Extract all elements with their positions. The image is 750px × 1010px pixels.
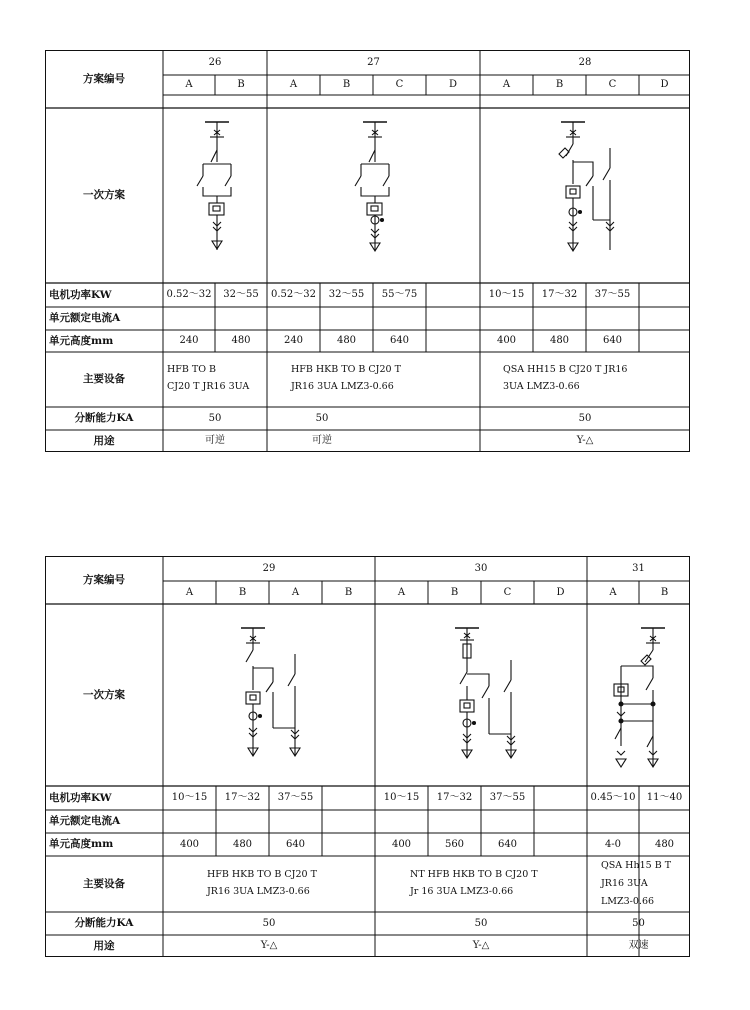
breaking-capacity-value: 50 — [315, 412, 329, 424]
equipment-line: LMZ3-0.66 — [601, 896, 655, 907]
usage-value: Y-△ — [260, 940, 278, 951]
motor-power-value: 37～55 — [594, 289, 631, 300]
equipment-list — [207, 866, 317, 900]
sub-letter: C — [503, 586, 512, 598]
sub-letter: B — [344, 586, 353, 598]
unit-height-value: 640 — [285, 838, 306, 850]
scheme-number: 31 — [632, 562, 645, 574]
sub-letter: A — [291, 586, 300, 598]
breaking-capacity-value: 50 — [578, 412, 592, 424]
sub-letter: A — [609, 586, 617, 598]
motor-power-value: 0.45～10 — [590, 792, 636, 803]
scheme-number: 28 — [578, 56, 592, 68]
equipment-line: HFB HKB TO B CJ20 T — [207, 869, 317, 880]
unit-height-value: 640 — [602, 335, 623, 346]
motor-power-value: 0.52～32 — [166, 289, 212, 300]
motor-power-value: 10～15 — [171, 792, 208, 803]
sub-letter: A — [185, 586, 194, 598]
label-rated-current: 单元额定电流A — [49, 312, 121, 325]
sub-letter: D — [556, 586, 565, 598]
breaking-capacity-value: 50 — [632, 917, 645, 929]
equipment-line: QSA Hh15 B T — [601, 860, 672, 871]
scheme-number: 26 — [208, 56, 222, 68]
motor-power-value: 0.52～32 — [271, 289, 316, 300]
scheme-table-2 — [45, 556, 690, 957]
motor-power-value: 37～55 — [489, 792, 526, 803]
sub-letter: B — [238, 586, 247, 598]
label-main-equipment: 主要设备 — [83, 373, 125, 386]
unit-height-value: 560 — [444, 838, 465, 850]
motor-power-value: 17～32 — [541, 289, 578, 300]
scheme-number: 27 — [367, 56, 380, 68]
sub-letter: B — [342, 79, 351, 90]
label-primary-scheme: 一次方案 — [83, 688, 125, 701]
unit-height-value: 640 — [389, 335, 410, 346]
label-unit-height: 单元高度mm — [49, 838, 114, 851]
breaking-capacity-value: 50 — [262, 917, 276, 929]
label-unit-height: 单元高度mm — [49, 334, 114, 347]
scheme-number: 29 — [262, 562, 276, 574]
equipment-line: HFB HKB TO B CJ20 T — [291, 364, 401, 375]
motor-power-value: 10～15 — [383, 792, 420, 803]
unit-height-value: 400 — [179, 838, 200, 850]
scheme-table-1 — [45, 50, 690, 452]
sub-letter: C — [395, 79, 404, 90]
unit-height-value: 480 — [231, 335, 251, 346]
equipment-line: NT HFB HKB TO B CJ20 T — [410, 869, 538, 880]
motor-power-value: 11～40 — [646, 792, 683, 803]
equipment-list — [291, 361, 401, 395]
unit-height-value: 480 — [232, 838, 253, 850]
sub-letter: B — [660, 586, 669, 598]
label-rated-current: 单元额定电流A — [49, 815, 121, 828]
breaking-capacity-value: 50 — [474, 917, 488, 929]
sub-letter: B — [237, 79, 245, 90]
sub-letter: A — [289, 79, 298, 90]
label-motor-power: 电机功率KW — [49, 288, 112, 301]
circuit-diagram-31 — [614, 628, 665, 767]
usage-value: 可逆 — [205, 435, 225, 446]
label-scheme-no: 方案编号 — [83, 573, 125, 586]
breaking-capacity-value: 50 — [208, 412, 222, 424]
motor-power-value: 55～75 — [381, 289, 418, 300]
sub-letter: D — [448, 79, 458, 90]
sub-letter: B — [555, 79, 564, 90]
equipment-list — [503, 361, 627, 395]
sub-letter: A — [397, 586, 406, 598]
sub-letter: B — [450, 586, 459, 598]
label-scheme-no: 方案编号 — [83, 72, 125, 85]
circuit-diagram-28 — [559, 122, 614, 251]
unit-height-value: 480 — [654, 838, 675, 850]
unit-height-value: 480 — [549, 335, 570, 346]
label-usage: 用途 — [93, 434, 115, 447]
equipment-list — [410, 866, 538, 900]
equipment-line: 3UA LMZ3-0.66 — [503, 381, 580, 392]
label-primary-scheme: 一次方案 — [83, 189, 125, 202]
circuit-diagram-30 — [455, 628, 516, 758]
equipment-list — [601, 857, 671, 911]
label-motor-power: 电机功率KW — [49, 791, 112, 804]
usage-value: Y-△ — [576, 435, 594, 446]
equipment-line: JR16 3UA LMZ3-0.66 — [291, 381, 394, 392]
motor-power-value: 17～32 — [224, 792, 261, 803]
equipment-line: CJ20 T JR16 3UA — [167, 381, 250, 392]
equipment-line: HFB TO B — [167, 364, 217, 375]
label-breaking-capacity: 分断能力KA — [74, 917, 134, 930]
unit-height-value: 640 — [497, 838, 518, 850]
motor-power-value: 32～55 — [328, 289, 365, 300]
motor-power-value: 37～55 — [277, 792, 314, 803]
circuit-diagram-27 — [355, 122, 389, 251]
equipment-line: JR16 3UA — [601, 878, 648, 889]
unit-height-value: 480 — [336, 335, 357, 346]
sub-letter: A — [502, 79, 511, 90]
label-usage: 用途 — [93, 939, 115, 952]
usage-value: 双速 — [628, 940, 649, 951]
unit-height-value: 4-0 — [604, 838, 622, 850]
unit-height-value: 400 — [496, 335, 517, 346]
equipment-line: QSA HH15 B CJ20 T JR16 — [503, 364, 628, 375]
unit-height-value: 400 — [391, 838, 412, 850]
unit-height-value: 240 — [179, 335, 199, 346]
usage-value: Y-△ — [472, 940, 490, 951]
motor-power-value: 17～32 — [436, 792, 473, 803]
motor-power-value: 32～55 — [223, 289, 259, 300]
unit-height-value: 240 — [283, 335, 304, 346]
sub-letter: C — [608, 79, 617, 90]
equipment-line: JR16 3UA LMZ3-0.66 — [207, 886, 310, 897]
equipment-line: Jr 16 3UA LMZ3-0.66 — [410, 886, 514, 897]
equipment-list — [167, 361, 249, 395]
scheme-number: 30 — [474, 562, 488, 574]
label-main-equipment: 主要设备 — [83, 877, 125, 890]
sub-letter: A — [185, 79, 193, 90]
circuit-diagram-29 — [241, 628, 300, 756]
motor-power-value: 10～15 — [488, 289, 525, 300]
usage-value: 可逆 — [312, 435, 332, 446]
label-breaking-capacity: 分断能力KA — [74, 412, 134, 425]
sub-letter: D — [660, 79, 669, 90]
circuit-diagram-26 — [197, 122, 231, 250]
